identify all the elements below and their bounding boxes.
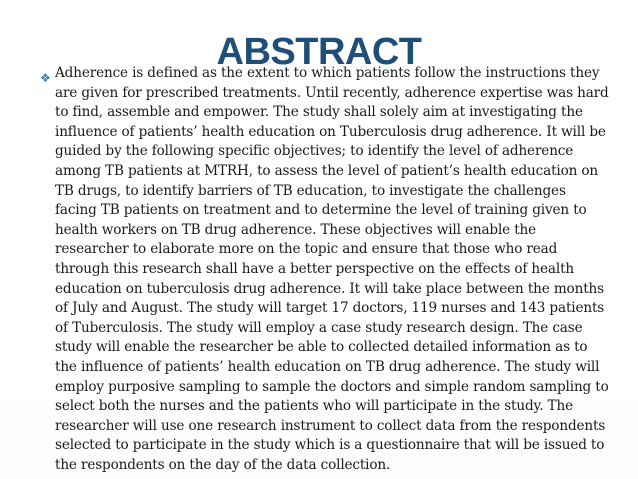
diamond-bullet-icon: ❖ xyxy=(40,71,51,85)
abstract-paragraph: Adherence is defined as the extent to which patients follow the instructions they are given for prescribed treatments. Until recently, adherence expertise was hard to find, assemble and empower. The study shall solely aim at investigating the influence of patients’ health education on Tuberculosis drug adherence. It will be guided by the following specific objectives; to identify the level of adherence among TB patients at MTRH, to assess the level of patient’s health education on TB drugs, to identify barriers of TB education, to investigate the challenges facing TB patients on treatment and to determine the level of training given to health workers on TB drug adherence. These objectives will enable the researcher to elaborate more on the topic and ensure that those who read through this research shall have a better perspective on the effects of health education on tuberculosis drug adherence. It will take place between the months of July and August. The study will target 17 doctors, 119 nurses and 143 patients of Tuberculosis. The study will employ a case study research design. The case study will enable the researcher be able to collected detailed information as to the influence of patients’ health education on TB drug adherence. The study will employ purposive sampling to sample the doctors and simple random sampling to select both the nurses and the patients who will participate in the study. The researcher will use one research instrument to collect data from the respondents selected to participate in the study which is a questionnaire that will be issued to the respondents on the day of the data collection. xyxy=(55,65,609,473)
slide-title: ABSTRACT xyxy=(216,31,422,73)
